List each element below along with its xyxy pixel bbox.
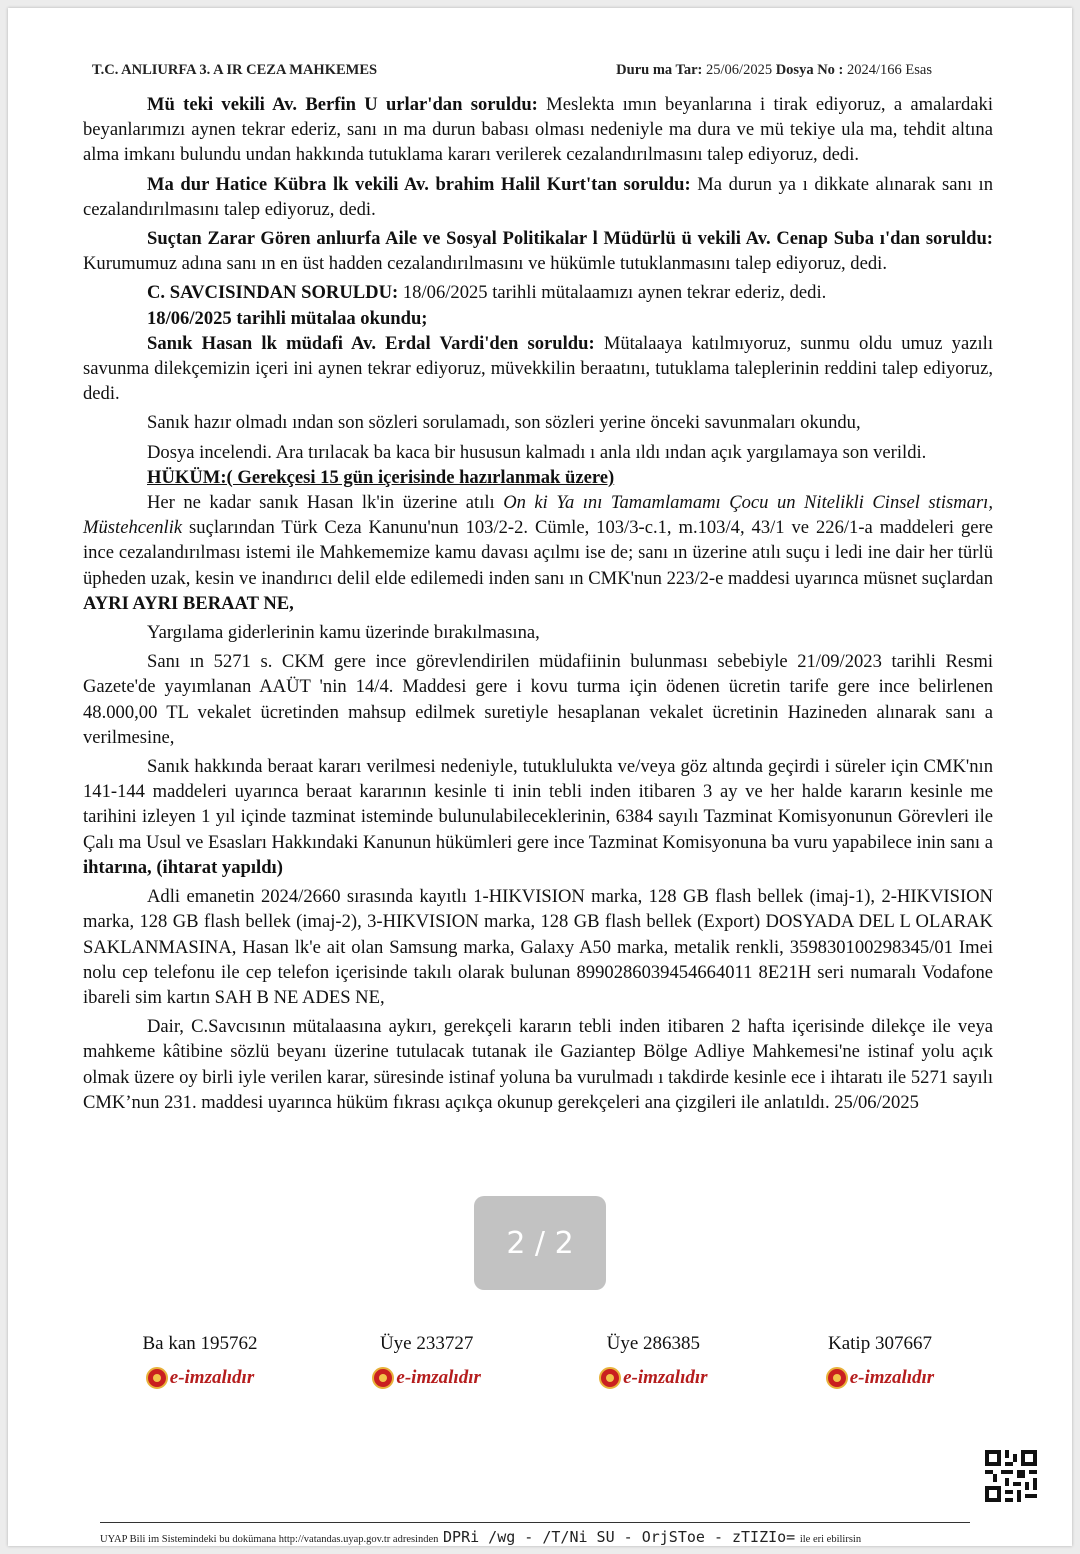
paragraph-complainant-counsel: Mü teki vekili Av. Berfin U urlar'dan soruldu: Meslekta ımın beyanlarına i tirak ediyoruz, a amalardaki beyanlarımızı aynen tekrar ederiz, sanı ın ma durun babası olması nedeniyle ma dura ve mü tekiye ula ma, tehdit altına alma imkanı bulundu undan hakkında tutuklama kararı verilerek cezalandırılmasını talep ediyoruz, dedi. xyxy=(83,94,993,166)
signature-block xyxy=(100,1333,980,1389)
seal-icon xyxy=(146,1367,168,1389)
verdict-counsel-fee: Sanı ın 5271 s. CKM gere ince görevlendirilen müdafiinin bulunması sebebiyle 21/09/2023 tarihli Resmi Gazete'de yayımlanan AAÜT 'nin 14/4. Maddesi gere i kovu turma için ödenen ücretin tarife gere ince belirlenen 48.000,00 TL vekalet ücretinden mahsup edilmek suretiyle hesaplanan vekalet ücretinin Hazineden alınarak sanı a verilmesine, xyxy=(83,651,993,748)
paragraph-prosecutor: C. SAVCISINDAN SORULDU: 18/06/2025 tarihli mütalaamızı aynen tekrar ederiz, dedi. xyxy=(147,282,827,304)
verdict-evidence: Adli emanetin 2024/2660 sırasında kayıtlı 1-HIKVISION marka, 128 GB flash bellek (imaj-1), 2-HIKVISION marka, 128 GB flash bellek (imaj-2), 3-HIKVISION marka, 128 GB flash bellek (Export) DOSYADA DEL L OLARAK SAKLANMASINA, Hasan lk'e ait olan Samsung marka, Galaxy A50 marka, metalik renkli, 359830100298345/01 Imei nolu cep telefonu ile cep telefon içerisinde takılı olarak bulunan 8990286039454664011 8E21H seri numaralı Vodafone ibareli sim kartın SAH B NE ADES NE, xyxy=(83,886,993,1008)
esig-label: e-imzalıdır xyxy=(849,1367,935,1388)
paragraph-victim-counsel: Ma dur Hatice Kübra lk vekili Av. brahim Halil Kurt'tan soruldu: Ma durun ya ı dikkate alınarak sanı ın cezalandırılmasını talep ediyoruz, dedi. xyxy=(83,173,994,220)
footer-suffix: ile eri ebilirsin xyxy=(799,1534,862,1545)
file-number: 2024/166 xyxy=(847,62,902,78)
verdict-title: HÜKÜM:( Gerekçesi 15 gün içerisinde hazırlanmak üzere) xyxy=(147,466,615,488)
qr-code-icon xyxy=(985,1450,1037,1502)
verification-code: DPRi /wg - /T/Ni SU - OrjSToe - zTIZIo= xyxy=(443,1528,796,1546)
paragraph-file-reviewed: Dosya incelendi. Ara tırılacak ba kaca bir hususun kalmadı ı anla ıldı ından açık yargılamaya son verildi. xyxy=(147,441,927,463)
verdict-acquittal: Her ne kadar sanık Hasan lk'in üzerine atılı On ki Ya ını Tamamlamamı Çocu un Nitelikli Cinsel stismarı, Müstehcenlik suçlarından Türk Ceza Kanunu'nun 103/2-2. Cümle, 103/3-c.1, m.103/4, 43/1 ve 226/1-a maddeleri gere ince cezalandırılması istemi ile Mahkememize kamu davası açılmı ise de; sanı ın üzerine atılı suçu i ledi ine dair her türlü üpheden uzak, kesin ve inandırıcı delil elde edilemedi inden sanı ın CMK'nun 223/2-e maddesi uyarınca müsnet suçlardan AYRI AYRI BERAAT NE, xyxy=(83,492,993,614)
file-type: Esas xyxy=(905,62,932,78)
paragraph-defense-counsel: Sanık Hasan lk müdafi Av. Erdal Vardi'den soruldu: Mütalaaya katılmıyoruz, sunmu oldu umuz yazılı savunma dilekçemizin içeri ini aynen tekrar ediyoruz, müvekkilin beraatını, tutuklama taleplerinin reddini talep ediyoruz, dedi. xyxy=(83,332,993,405)
paragraph-final-words: Sanık hazır olmadı ından son sözleri sorulamadı, son sözleri yerine önceki savunmaları okundu, xyxy=(147,412,861,434)
file-label: Dosya No : xyxy=(775,62,844,78)
esig-label: e-imzalıdır xyxy=(623,1367,708,1388)
seal-icon xyxy=(826,1367,848,1389)
footer-divider xyxy=(100,1522,970,1523)
signature-role: Üye 286385 xyxy=(606,1333,701,1354)
signature-member-2 xyxy=(553,1333,753,1389)
paragraph-opinion-read: 18/06/2025 tarihli mütalaa okundu; xyxy=(147,307,428,329)
signature-role: Ba kan 195762 xyxy=(142,1333,258,1354)
signature-president xyxy=(100,1333,300,1389)
esig-label: e-imzalıdır xyxy=(396,1367,481,1388)
date-label: Duru ma Tar: xyxy=(616,62,703,78)
hearing-info xyxy=(616,62,932,79)
court-name: T.C. ANLIURFA 3. A IR CEZA MAHKEMES xyxy=(92,62,378,78)
seal-icon xyxy=(599,1367,621,1389)
signature-clerk xyxy=(780,1333,980,1389)
verdict-compensation: Sanık hakkında beraat kararı verilmesi nedeniyle, tutuklulukta ve/veya göz altında geçirdi i süreler için CMK'nın 141-144 maddeleri uyarınca beraat kararının kesinle ti inin tebli inden itibaren 3 ay ve her halde kararın kesinle me tarihini izleyen 1 yıl içinde tazminat isteminde bulunulabileceklerinin, 6384 sayılı Tazminat Komisyonunun Görevleri ile Çalı ma Usul ve Esasları Hakkındaki Kanunun hükümleri gere ince Tazminat Komisyonuna ba vuru yapabilece inin sanı a ihtarına, (ihtarat yapıldı) xyxy=(83,756,993,878)
hearing-date: 25/06/2025 xyxy=(706,62,773,78)
signature-role: Üye 233727 xyxy=(379,1333,474,1354)
verdict-appeal: Dair, C.Savcısının mütalaasına aykırı, gerekçeli kararın tebli inden itibaren 2 hafta içerisinde dilekçe ile veya mahkeme kâtibine sözlü beyanı üzerine tutulacak tutanak ile Gaziantep Bölge Adliye Mahkemesi'ne istinaf yolu açık olmak üzere oy birli iyle verilen karar, süresinde istinaf yoluna ba vurulmadı ı takdirde kesinle ece i ihtaratı ile 5271 sayılı CMK’nun 231. maddesi uyarınca hüküm fıkrası açıkça okunup gerekçeleri ana çizgileri ile anlatıldı. 25/06/2025 xyxy=(83,1016,993,1113)
signature-role: Katip 307667 xyxy=(827,1333,932,1354)
seal-icon xyxy=(372,1367,394,1389)
paragraph-ministry-counsel: Suçtan Zarar Gören anlıurfa Aile ve Sosyal Politikalar l Müdürlü ü vekili Av. Cenap Suba ı'dan soruldu: Kurumumuz adına sanı ın en üst hadden cezalandırılmasını ve hükümle tutuklanmasını talep ediyoruz, dedi. xyxy=(83,228,993,275)
document-body xyxy=(83,92,993,1119)
page-indicator: 2 / 2 xyxy=(474,1196,606,1290)
document-footer xyxy=(100,1528,980,1546)
document-header xyxy=(92,62,932,79)
footer-prefix: UYAP Bili im Sistemindeki bu dokümana http://vatandas.uyap.gov.tr adresinden xyxy=(100,1534,439,1545)
signature-member-1 xyxy=(327,1333,527,1389)
esig-label: e-imzalıdır xyxy=(169,1367,255,1388)
verdict-costs: Yargılama giderlerinin kamu üzerinde bırakılmasına, xyxy=(147,622,540,644)
